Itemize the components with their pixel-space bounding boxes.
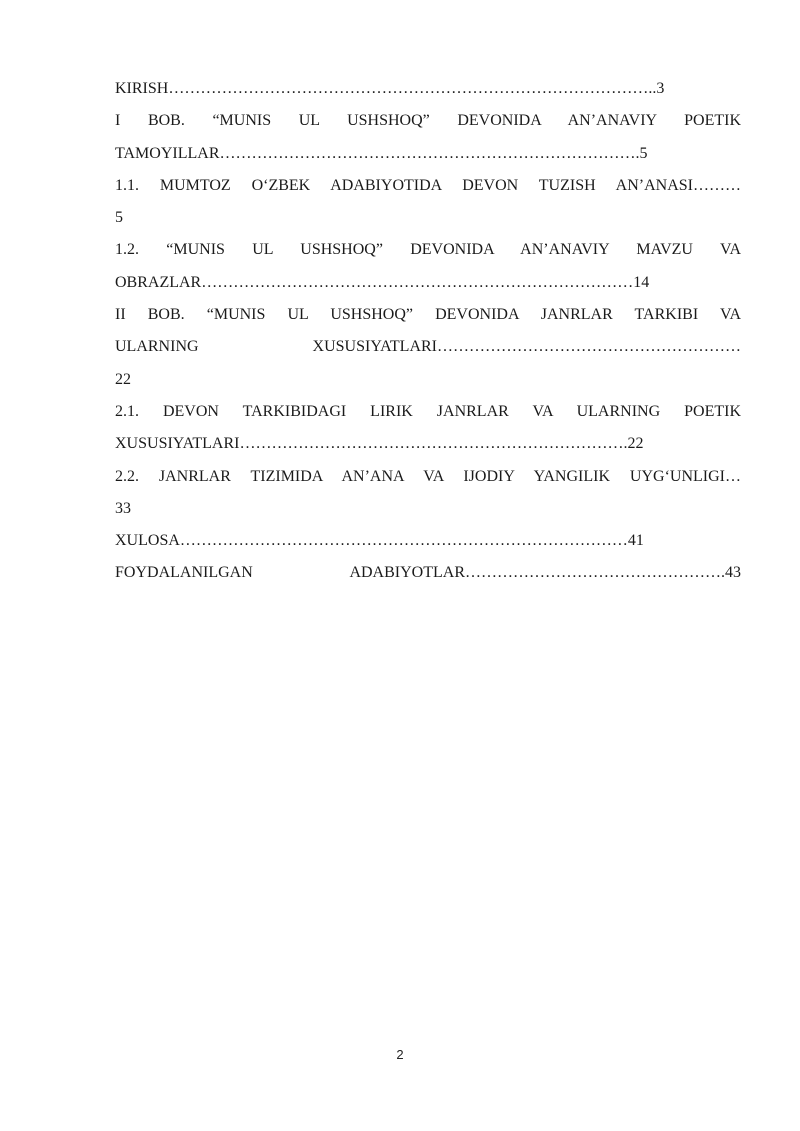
toc-entry-references: FOYDALANILGAN ADABIYOTLAR………………………………………….43 [115,564,741,582]
toc-entry-section-2-1: 2.1. DEVON TARKIBIDAGI LIRIK JANRLAR VA ULARNING POETIK [115,402,741,420]
toc-entry-section-1-2-cont: OBRAZLAR………………………………………………………………………14 [115,273,650,291]
toc-entry-section-1-1-page: 5 [115,209,123,227]
page-number: 2 [396,1047,404,1062]
toc-entry-section-2-2-page: 33 [115,499,131,517]
toc-entry-conclusion: XULOSA…………………………………………………………………………41 [115,532,644,550]
table-of-contents [115,73,741,590]
toc-entry-section-2-1-cont: XUSUSIYATLARI……………………………………………………………….22 [115,435,644,453]
toc-entry-section-2-2: 2.2. JANRLAR TIZIMIDA AN’ANA VA IJODIY YANGILIK UYG‘UNLIGI… [115,467,741,485]
toc-entry-chapter-2-title: II BOB. “MUNIS UL USHSHOQ” DEVONIDA JANRLAR TARKIBI VA [115,306,741,324]
toc-entry-section-1-2: 1.2. “MUNIS UL USHSHOQ” DEVONIDA AN’ANAVIY MAVZU VA [115,241,741,259]
toc-entry-chapter-2-page: 22 [115,370,131,388]
toc-entry-chapter-2-title-cont: ULARNING XUSUSIYATLARI………………………………………………… [115,338,741,356]
toc-entry-chapter-1-title: I BOB. “MUNIS UL USHSHOQ” DEVONIDA AN’ANAVIY POETIK [115,112,741,130]
toc-entry-chapter-1-title-cont: TAMOYILLAR…………………………………………………………………….5 [115,144,648,162]
toc-entry-section-1-1: 1.1. MUMTOZ O‘ZBEK ADABIYOTIDA DEVON TUZISH AN’ANASI……… [115,176,741,194]
toc-entry-introduction: KIRISH………………………………………………………………………………..3 [115,80,665,97]
